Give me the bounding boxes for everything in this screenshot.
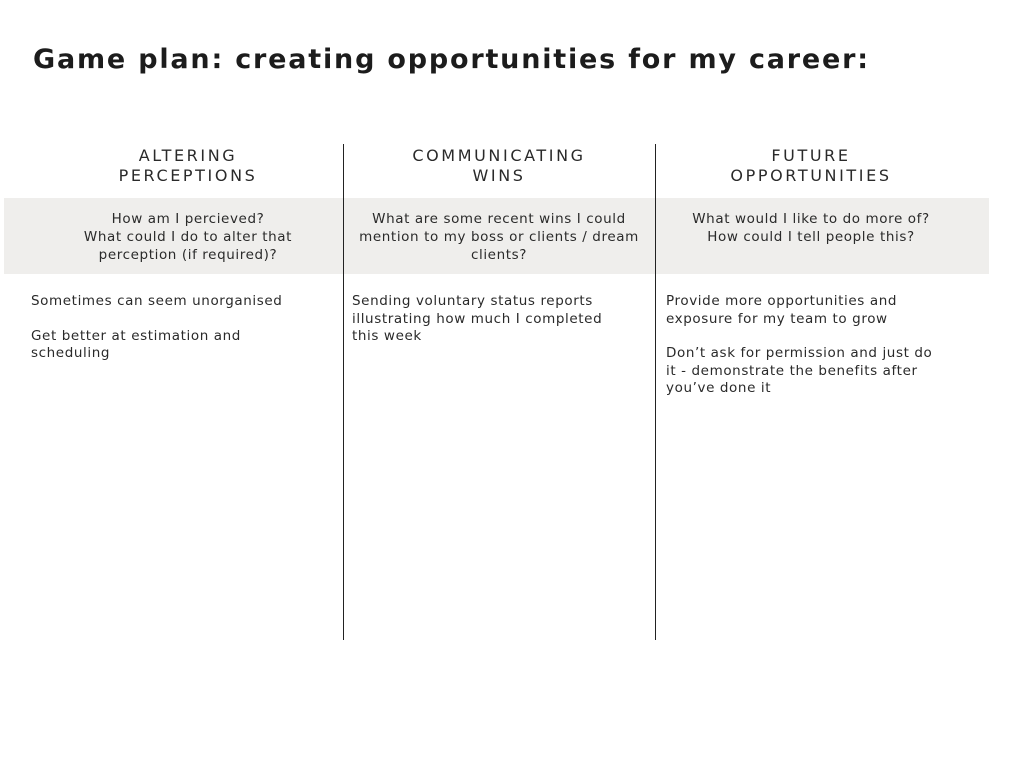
column-notes-future-opportunities bbox=[666, 293, 996, 415]
note-item bbox=[352, 293, 658, 346]
column-heading-communicating-wins bbox=[344, 146, 654, 186]
column-heading-future-opportunities bbox=[656, 146, 966, 186]
note-line: illustrating how much I completed bbox=[352, 310, 603, 327]
column-heading-line: ALTERING bbox=[138, 146, 238, 165]
question-line: mention to my boss or clients / dream bbox=[359, 229, 639, 245]
note-line: it - demonstrate the benefits after bbox=[666, 362, 918, 379]
note-item bbox=[666, 345, 996, 398]
note-line: this week bbox=[352, 328, 422, 344]
column-heading-altering-perceptions bbox=[30, 146, 346, 186]
note-line: you’ve done it bbox=[666, 380, 772, 396]
question-line: perception (if required)? bbox=[98, 247, 278, 263]
question-line: How am I percieved? bbox=[111, 211, 265, 227]
note-item bbox=[666, 293, 996, 328]
column-question-future-opportunities bbox=[656, 210, 966, 246]
column-heading-line: PERCEPTIONS bbox=[118, 166, 258, 185]
note-line: Get better at estimation and bbox=[31, 327, 241, 344]
column-heading-line: FUTURE bbox=[771, 146, 851, 165]
page-title: Game plan: creating opportunities for my career: bbox=[33, 44, 870, 75]
column-heading-line: OPPORTUNITIES bbox=[730, 166, 892, 185]
note-item bbox=[31, 328, 346, 363]
column-notes-altering-perceptions bbox=[31, 293, 346, 380]
note-line: Sending voluntary status reports bbox=[352, 293, 593, 309]
note-line: scheduling bbox=[31, 345, 111, 361]
note-line: Sometimes can seem unorganised bbox=[31, 293, 283, 309]
note-line: Provide more opportunities and bbox=[666, 293, 898, 309]
question-line: What would I like to do more of? bbox=[692, 211, 930, 227]
column-heading-line: COMMUNICATING bbox=[412, 146, 586, 165]
question-line: How could I tell people this? bbox=[707, 229, 915, 245]
note-item bbox=[31, 293, 346, 311]
note-line: exposure for my team to grow bbox=[666, 310, 888, 327]
question-line: What are some recent wins I could bbox=[372, 211, 626, 227]
note-line: Don’t ask for permission and just do bbox=[666, 345, 933, 361]
column-heading-line: WINS bbox=[472, 166, 526, 185]
question-line: clients? bbox=[470, 247, 528, 263]
column-question-communicating-wins bbox=[344, 210, 654, 264]
column-question-altering-perceptions bbox=[30, 210, 346, 264]
column-notes-communicating-wins bbox=[352, 293, 658, 363]
question-line: What could I do to alter that bbox=[83, 229, 293, 245]
